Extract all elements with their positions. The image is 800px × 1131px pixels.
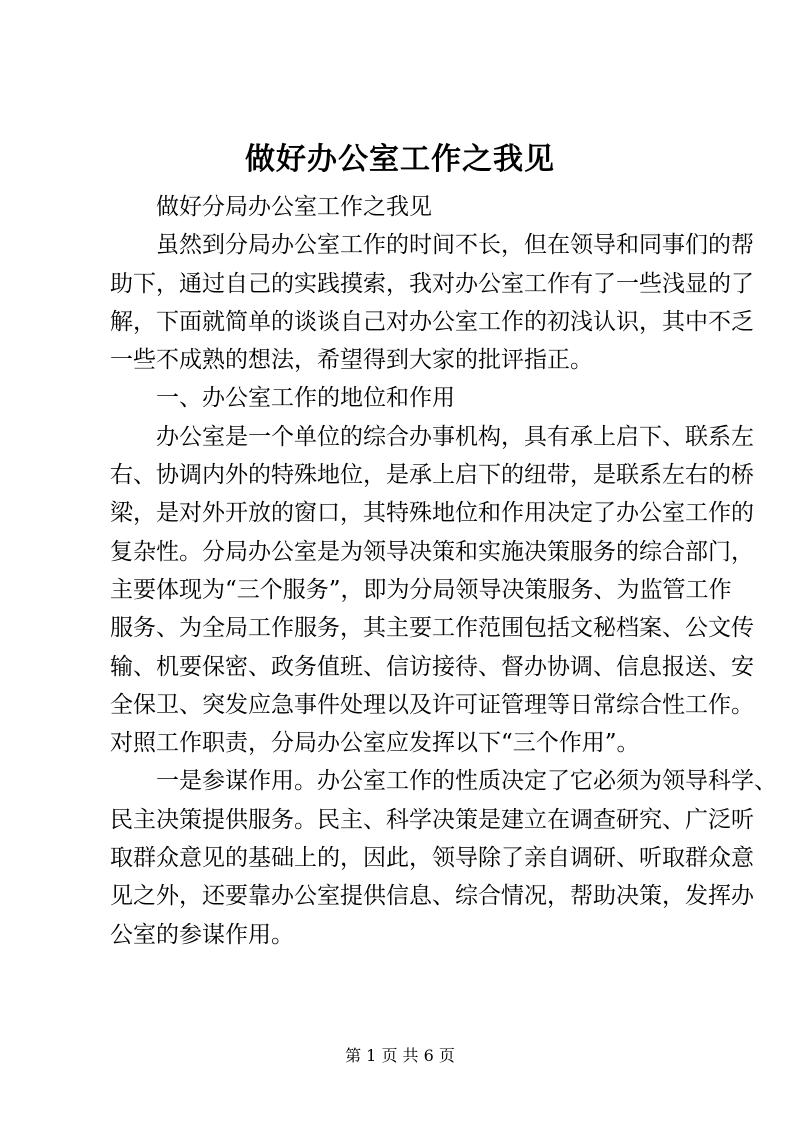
paragraph-role-line: 对照工作职责，分局办公室应发挥以下“三个作用”。 (110, 730, 640, 757)
paragraph-advisor-line: 见之外，还要靠办公室提供信息、综合情况，帮助决策，发挥办 (110, 883, 754, 910)
paragraph-role-line: 服务、为全局工作服务，其主要工作范围包括文秘档案、公文传 (110, 615, 754, 642)
page-number-footer: 第 1 页 共 6 页 (345, 1046, 455, 1065)
paragraph-advisor-line: 民主决策提供服务。民主、科学决策是建立在调查研究、广泛听 (110, 806, 754, 833)
paragraph-role-line: 复杂性。分局办公室是为领导决策和实施决策服务的综合部门， (110, 538, 754, 565)
paragraph-advisor-line: 取群众意见的基础上的，因此，领导除了亲自调研、听取群众意 (110, 845, 754, 872)
paragraph-intro-line: 一些不成熟的想法，希望得到大家的批评指正。 (110, 347, 593, 374)
document-title: 做好办公室工作之我见 (245, 142, 555, 177)
paragraph-subtitle-line: 做好分局办公室工作之我见 (156, 194, 432, 220)
paragraph-intro-line: 解，下面就简单的谈谈自己对办公室工作的初浅认识，其中不乏 (110, 308, 754, 335)
section-heading-line: 一、办公室工作的地位和作用 (156, 385, 455, 412)
document-body (110, 188, 777, 954)
paragraph-intro-line: 虽然到分局办公室工作的时间不长，但在领导和同事们的帮 (156, 232, 754, 259)
paragraph-role-line: 输、机要保密、政务值班、信访接待、督办协调、信息报送、安 (110, 653, 754, 680)
paragraph-role-line: 右、协调内外的特殊地位，是承上启下的纽带，是联系左右的桥 (110, 462, 754, 489)
paragraph-role-line: 梁，是对外开放的窗口，其特殊地位和作用决定了办公室工作的 (110, 500, 754, 527)
paragraph-role-line: 主要体现为“三个服务”，即为分局领导决策服务、为监管工作 (110, 576, 732, 603)
paragraph-role-line: 办公室是一个单位的综合办事机构，具有承上启下、联系左 (156, 423, 754, 450)
paragraph-role-line: 全保卫、突发应急事件处理以及许可证管理等日常综合性工作。 (110, 691, 754, 718)
paragraph-advisor-line: 公室的参谋作用。 (110, 921, 294, 948)
paragraph-intro-line: 助下，通过自己的实践摸索，我对办公室工作有了一些浅显的了 (110, 270, 754, 297)
paragraph-advisor-line: 一是参谋作用。办公室工作的性质决定了它必须为领导科学、 (156, 768, 777, 795)
